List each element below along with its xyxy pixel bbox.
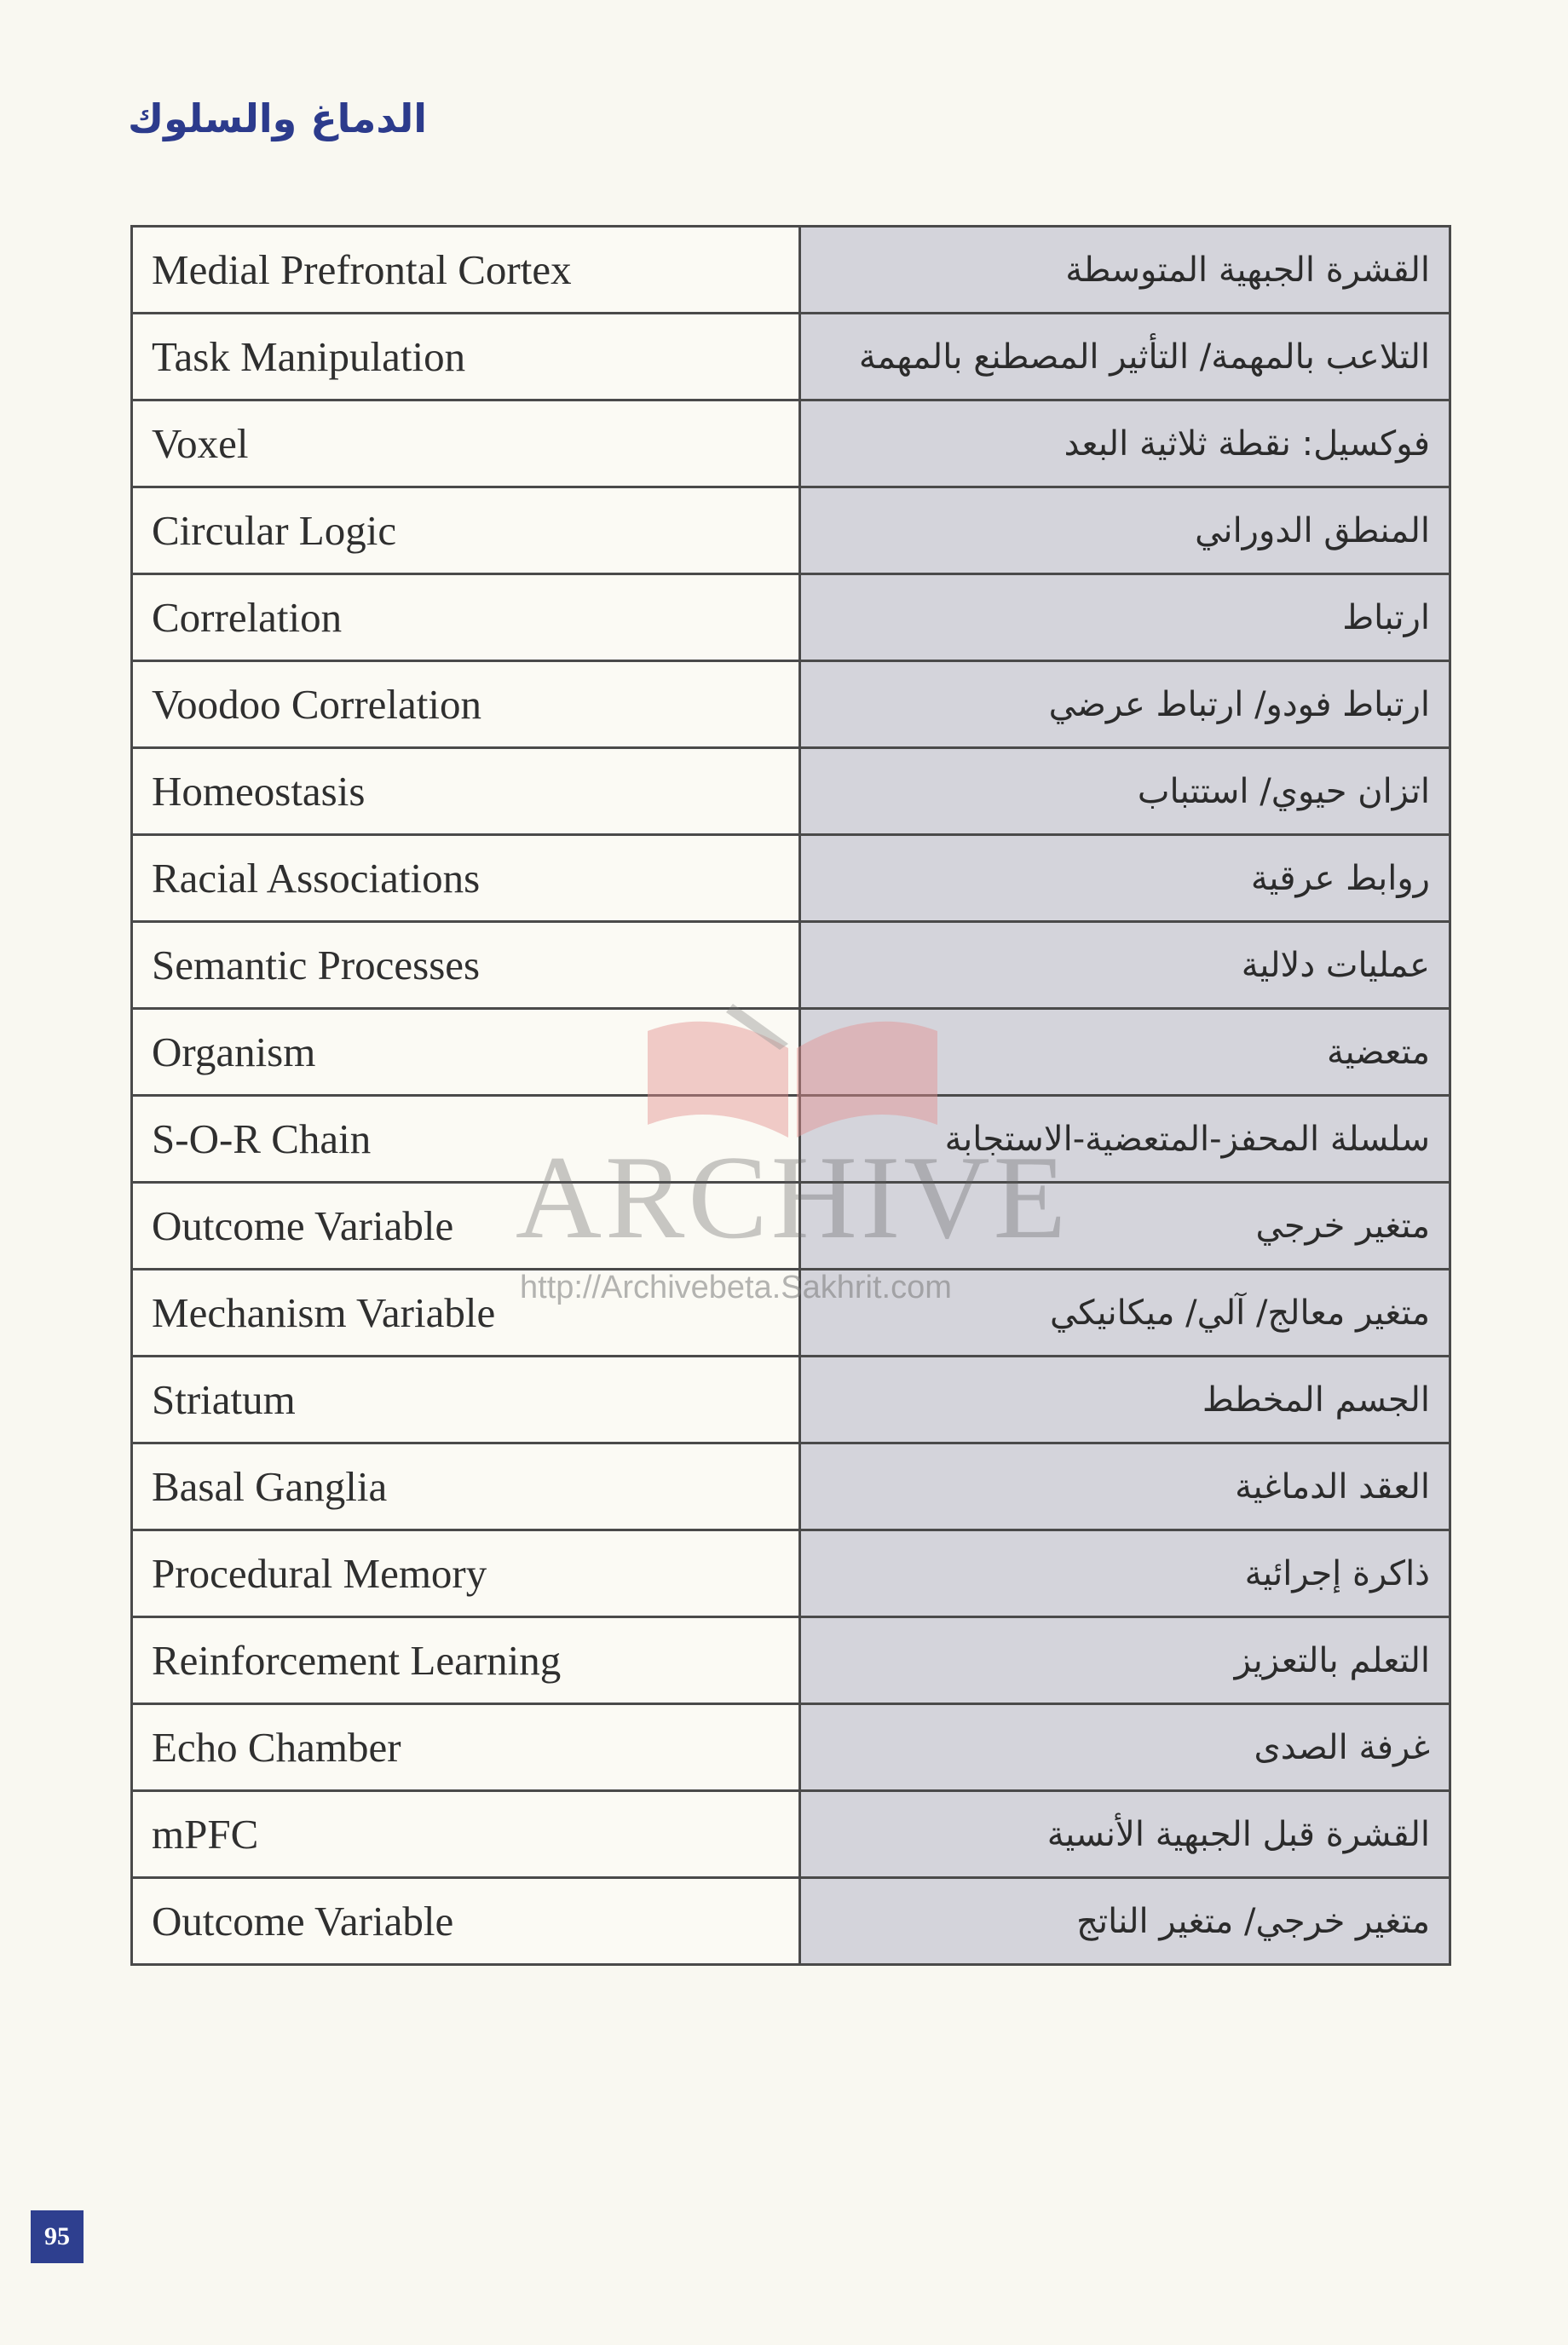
english-term: Medial Prefrontal Cortex	[132, 227, 800, 314]
glossary-row	[132, 1096, 1450, 1183]
glossary-row	[132, 1009, 1450, 1096]
page-number: 95	[31, 2210, 84, 2263]
english-term: Reinforcement Learning	[132, 1617, 800, 1704]
glossary-row	[132, 1878, 1450, 1965]
arabic-term: فوكسيل: نقطة ثلاثية البعد	[800, 400, 1450, 487]
watermark-text: ARCHIVE	[515, 1132, 1070, 1264]
arabic-term: الجسم المخطط	[800, 1357, 1450, 1443]
english-term: Voodoo Correlation	[132, 661, 800, 748]
glossary-row	[132, 1530, 1450, 1617]
english-term: Circular Logic	[132, 487, 800, 574]
glossary-row	[132, 1704, 1450, 1791]
glossary-row	[132, 661, 1450, 748]
arabic-term: متغير خرجي/ متغير الناتج	[800, 1878, 1450, 1965]
english-term: Voxel	[132, 400, 800, 487]
arabic-term: اتزان حيوي/ استتباب	[800, 748, 1450, 835]
glossary-row	[132, 835, 1450, 922]
english-term: Striatum	[132, 1357, 800, 1443]
glossary-row	[132, 574, 1450, 661]
english-term: Mechanism Variable	[132, 1270, 800, 1357]
arabic-term: ذاكرة إجرائية	[800, 1530, 1450, 1617]
english-term: S-O-R Chain	[132, 1096, 800, 1183]
book-title: الدماغ والسلوك	[128, 95, 428, 141]
arabic-term: القشرة قبل الجبهية الأنسية	[800, 1791, 1450, 1878]
english-term: Outcome Variable	[132, 1878, 800, 1965]
english-term: Correlation	[132, 574, 800, 661]
english-term: mPFC	[132, 1791, 800, 1878]
english-term: Organism	[132, 1009, 800, 1096]
arabic-term: التعلم بالتعزيز	[800, 1617, 1450, 1704]
english-term: Task Manipulation	[132, 314, 800, 400]
arabic-term: غرفة الصدى	[800, 1704, 1450, 1791]
arabic-term: سلسلة المحفز-المتعضية-الاستجابة	[800, 1096, 1450, 1183]
glossary-row	[132, 314, 1450, 400]
glossary-row	[132, 1357, 1450, 1443]
glossary-row	[132, 400, 1450, 487]
arabic-term: ارتباط	[800, 574, 1450, 661]
english-term: Echo Chamber	[132, 1704, 800, 1791]
arabic-term: المنطق الدوراني	[800, 487, 1450, 574]
arabic-term: التلاعب بالمهمة/ التأثير المصطنع بالمهمة	[800, 314, 1450, 400]
arabic-term: العقد الدماغية	[800, 1443, 1450, 1530]
english-term: Homeostasis	[132, 748, 800, 835]
glossary-row	[132, 1617, 1450, 1704]
arabic-term: روابط عرقية	[800, 835, 1450, 922]
glossary-row	[132, 1443, 1450, 1530]
english-term: Outcome Variable	[132, 1183, 800, 1270]
arabic-term: عمليات دلالية	[800, 922, 1450, 1009]
arabic-term: القشرة الجبهية المتوسطة	[800, 227, 1450, 314]
glossary-row	[132, 748, 1450, 835]
english-term: Semantic Processes	[132, 922, 800, 1009]
arabic-term: متغير خرجي	[800, 1183, 1450, 1270]
arabic-term: متغير معالج/ آلي/ ميكانيكي	[800, 1270, 1450, 1357]
glossary-row	[132, 1791, 1450, 1878]
glossary-row	[132, 227, 1450, 314]
glossary-row	[132, 1183, 1450, 1270]
watermark-url: http://Archivebeta.Sakhrit.com	[520, 1270, 952, 1305]
glossary-row	[132, 487, 1450, 574]
english-term: Racial Associations	[132, 835, 800, 922]
glossary-row	[132, 1270, 1450, 1357]
english-term: Basal Ganglia	[132, 1443, 800, 1530]
english-term: Procedural Memory	[132, 1530, 800, 1617]
glossary-row	[132, 922, 1450, 1009]
arabic-term: متعضية	[800, 1009, 1450, 1096]
glossary-table	[130, 225, 1451, 1966]
arabic-term: ارتباط فودو/ ارتباط عرضي	[800, 661, 1450, 748]
